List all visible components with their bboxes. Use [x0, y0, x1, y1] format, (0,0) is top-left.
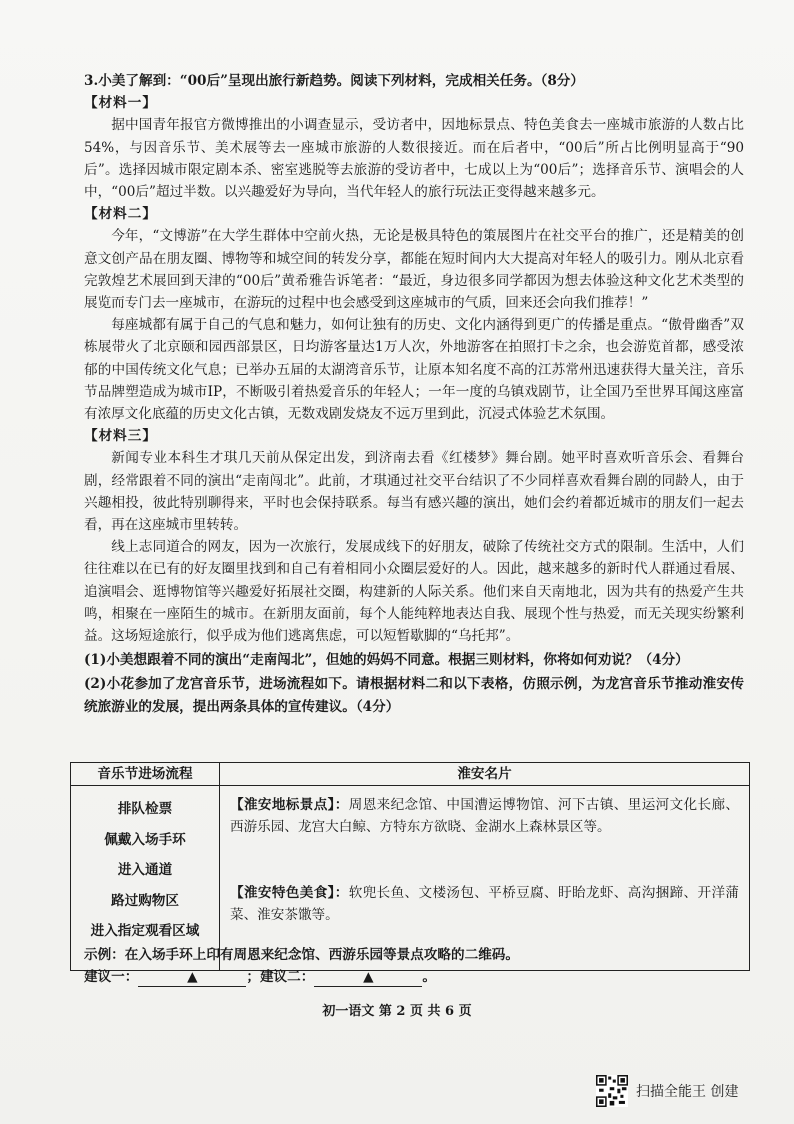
table-header-flow: 音乐节进场流程 [71, 763, 220, 786]
food-text: 软兜长鱼、文楼汤包、平桥豆腐、盱眙龙虾、高沟捆蹄、开洋蒲菜、淮安茶馓等。 [230, 885, 739, 923]
page-footer: 初一语文 第 2 页 共 6 页 [322, 1004, 472, 1019]
table-header-cards: 淮安名片 [220, 763, 750, 786]
answer-marker: ▲ [363, 969, 374, 985]
end-mark: 。 [422, 969, 436, 985]
question-title: 3.小美了解到：“00后”呈现出旅行新趋势。阅读下列材料，完成相关任务。（8分） [84, 73, 584, 89]
material-1-paragraph: 据中国青年报官方微博推出的小调查显示，受访者中，因地标景点、特色美食去一座城市旅游的人数占比54%，与因音乐节、美术展等去一座城市旅游的人数很接近。而在后者中，“00后”所占比例明显高于“90后”。选择因城市限定剧本杀、密室逃脱等去旅游的受访者中，七成以上为“00后”；选择音乐节、演唱会的人中，“00后”超过半数。以兴趣爱好为导向，当代年轻人的旅行玩法正变得越来越多元。 [84, 117, 744, 201]
example-line: 示例：在入场手环上印有周恩来纪念馆、西游乐园等景点攻略的二维码。 [84, 947, 519, 963]
landmark-tag: 【淮安地标景点】： [230, 797, 349, 813]
flow-steps-cell [71, 786, 220, 971]
material-1-heading: 【材料一】 [84, 95, 157, 112]
watermark-text: 扫描全能王 创建 [636, 1084, 739, 1100]
suggestion-1-blank[interactable] [138, 968, 246, 987]
flow-step: 进入指定观看区域 [90, 923, 200, 939]
material-3-paragraph-1: 新闻专业本科生才琪几天前从保定出发，到济南去看《红楼梦》舞台剧。她平时喜欢听音乐会、看舞台剧，经常跟着不同的演出“走南闯北”。此前，才琪通过社交平台结识了不少同样喜欢看舞台剧的同龄人，由于兴趣相投，彼此特别聊得来，平时也会保持联系。每当有感兴趣的演出，她们会约着都近城市的朋友们一起去看，再在这座城市里转转。 [84, 450, 744, 534]
question-body [84, 70, 744, 718]
huaian-cards-cell [220, 786, 750, 971]
material-2-heading: 【材料二】 [84, 206, 157, 223]
landmark-text: 周恩来纪念馆、中国漕运博物馆、河下古镇、里运河文化长廊、西游乐园、龙宫大白鲸、方特东方欲晓、金湖水上森林景区等。 [230, 797, 739, 835]
food-tag: 【淮安特色美食】： [230, 885, 349, 901]
material-2-paragraph-1: 今年，“文博游”在大学生群体中空前火热，无论是极具特色的策展图片在社交平台的推广，还是精美的创意文创产品在朋友圈、博物等和城空间的转发分享，都能在短时间内大大提高对年轻人的吸引力。刚从北京看完敦煌艺术展回到天津的“00后”黄希雅告诉笔者：“最近，身边很多同学都因为想去体验这种文化艺术类型的展览而专门去一座城市，在游玩的过程中也会感受到这座城市的气质，回来还会向我们推荐！” [84, 228, 744, 312]
music-festival-table [70, 762, 750, 971]
suggestion-2-label: 建议二： [259, 969, 315, 985]
flow-step: 排队检票 [117, 801, 173, 817]
landmark-card [230, 794, 739, 838]
separator: ； [246, 969, 260, 985]
material-3-paragraph-2: 线上志同道合的网友，因为一次旅行，发展成线下的好朋友，破除了传统社交方式的限制。生活中，人们往往难以在已有的好友圈里找到和自己有着相同小众圈层爱好的人。因此，越来越多的新时代人群通过看展、追演唱会、逛博物馆等兴趣爱好拓展社交圈，构建新的人际关系。他们来自天南地北，因为共有的热爱产生共鸣，相聚在一座陌生的城市。在新朋友面前，每个人能纯粹地表达自我、展现个性与热爱，而无关现实纷繁利益。这场短途旅行，似乎成为他们逃离焦虑，可以短暂歇脚的“乌托邦”。 [84, 539, 744, 645]
sub-question-1: (1)小美想跟着不同的演出“走南闯北”，但她的妈妈不同意。根据三则材料，你将如何劝说？（4分） [84, 652, 689, 669]
sub-question-2: (2)小花参加了龙宫音乐节，进场流程如下。请根据材料二和以下表格，仿照示例，为龙宫音乐节推动淮安传统旅游业的发展，提出两条具体的宣传建议。（4分） [84, 676, 744, 715]
scanner-watermark [596, 1073, 738, 1109]
answer-marker: ▲ [187, 969, 198, 985]
suggestion-2-blank[interactable] [314, 968, 422, 987]
suggestion-line [84, 966, 744, 988]
flow-step: 佩戴入场手环 [104, 831, 186, 848]
flow-step: 进入通道 [117, 862, 173, 878]
material-3-heading: 【材料三】 [84, 428, 157, 445]
suggestion-1-label: 建议一： [84, 969, 139, 985]
flow-step: 路过购物区 [111, 892, 179, 909]
material-2-paragraph-2: 每座城都有属于自己的气息和魅力，如何让独有的历史、文化内涵得到更广的传播是重点。“傲骨幽香”双栋展带火了北京颐和园西部景区，日均游客量达1万人次，外地游客在拍照打卡之余，也会游览首都，感受浓郁的中国传统文化气息；已举办五届的太湖湾音乐节，让原本知名度不高的江苏常州迅速获得大量关注，音乐节品牌塑造成为城市IP，不断吸引着热爱音乐的年轻人；一年一度的乌镇戏剧节，让全国乃至世界耳闻这座富有浓厚文化底蕴的历史文化古镇，无数戏剧发烧友不远万里到此，沉浸式体验艺术氛围。 [84, 317, 744, 423]
food-card [230, 882, 739, 926]
qr-code-icon [596, 1075, 628, 1107]
